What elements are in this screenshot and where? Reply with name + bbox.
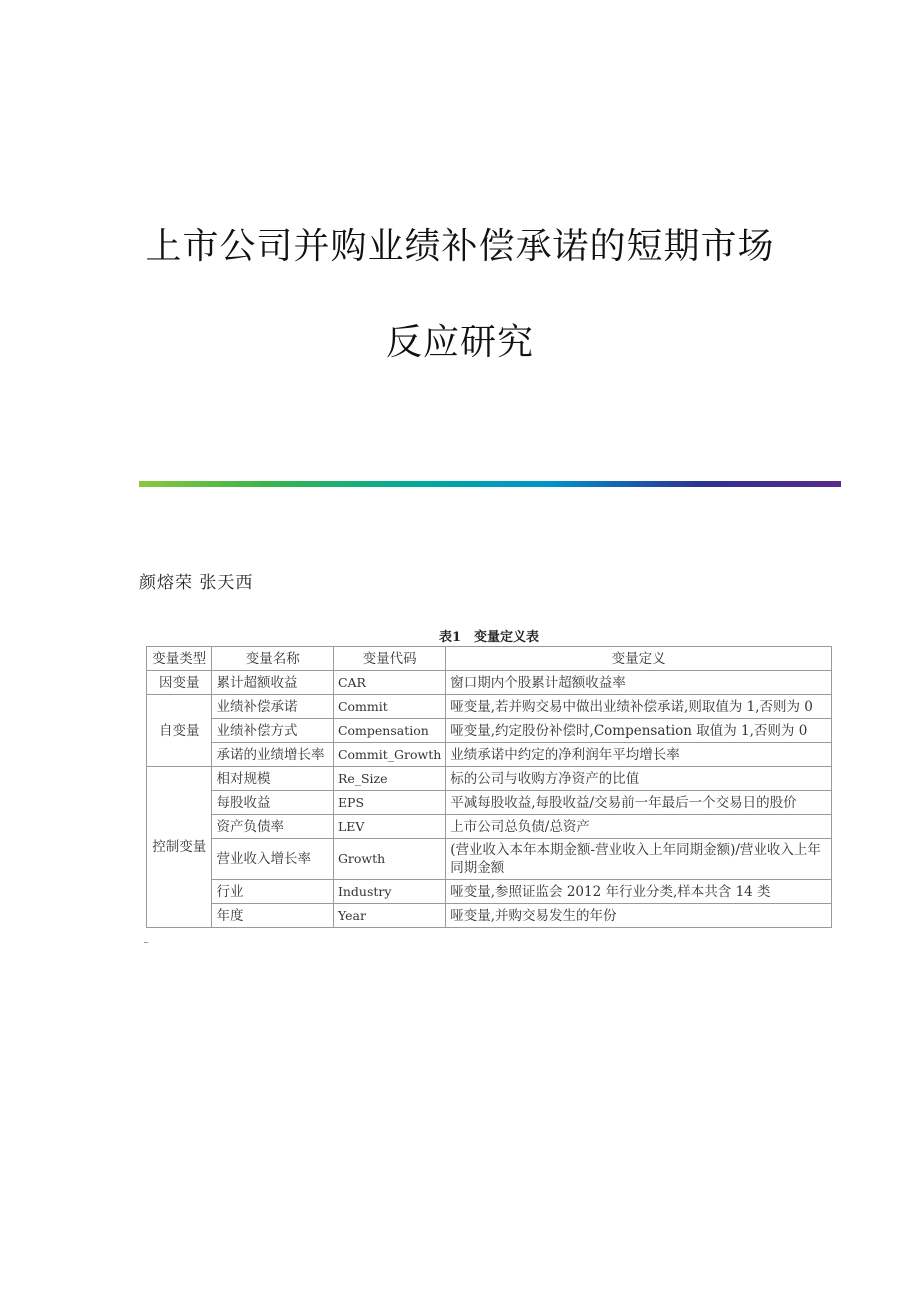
table-row: [147, 695, 832, 719]
variable-name-cell: 承诺的业绩增长率: [212, 743, 333, 767]
variable-name-cell: 行业: [212, 880, 333, 904]
variable-code-cell: CAR: [333, 671, 445, 695]
variable-name-cell: 资产负债率: [212, 815, 333, 839]
table-row: [147, 791, 832, 815]
table-row: [147, 880, 832, 904]
variable-definition-cell: 哑变量,参照证监会 2012 年行业分类,样本共含 14 类: [446, 880, 832, 904]
variable-code-cell: Growth: [333, 839, 445, 880]
variable-name-cell: 业绩补偿承诺: [212, 695, 333, 719]
decorative-gradient-divider: [139, 481, 841, 487]
variable-code-cell: Re_Size: [333, 767, 445, 791]
variable-type-cell: 控制变量: [147, 767, 212, 928]
variable-code-cell: Year: [333, 904, 445, 928]
table-row: [147, 719, 832, 743]
header-variable-type: 变量类型: [147, 647, 212, 671]
variable-definition-cell: 哑变量,若并购交易中做出业绩补偿承诺,则取值为 1,否则为 0: [446, 695, 832, 719]
paper-title-line-2: 反应研究: [385, 322, 534, 363]
variable-definition-cell: 业绩承诺中约定的净利润年平均增长率: [446, 743, 832, 767]
variable-name-cell: 累计超额收益: [212, 671, 333, 695]
header-variable-name: 变量名称: [212, 647, 333, 671]
table-row: [147, 767, 832, 791]
table-caption: 表1 变量定义表: [438, 630, 540, 645]
variable-definition-table: [146, 646, 832, 928]
variable-definition-cell: 窗口期内个股累计超额收益率: [446, 671, 832, 695]
variable-definition-cell: 哑变量,并购交易发生的年份: [446, 904, 832, 928]
table-row: [147, 815, 832, 839]
variable-name-cell: 相对规模: [212, 767, 333, 791]
table-row: [147, 671, 832, 695]
authors: 颜熔荣 张天西: [139, 573, 254, 593]
header-variable-definition: 变量定义: [446, 647, 832, 671]
variable-type-cell: 因变量: [147, 671, 212, 695]
variable-code-cell: Compensation: [333, 719, 445, 743]
variable-definition-cell: 标的公司与收购方净资产的比值: [446, 767, 832, 791]
variable-name-cell: 每股收益: [212, 791, 333, 815]
variable-code-cell: LEV: [333, 815, 445, 839]
variable-name-cell: 业绩补偿方式: [212, 719, 333, 743]
variable-code-cell: Industry: [333, 880, 445, 904]
table-row: [147, 839, 832, 880]
header-variable-code: 变量代码: [333, 647, 445, 671]
variable-definition-cell: (营业收入本年本期金额-营业收入上年同期金额)/营业收入上年同期金额: [446, 839, 832, 880]
table-row: [147, 904, 832, 928]
stray-mark: [144, 942, 148, 943]
table-header-row: [147, 647, 832, 671]
variable-name-cell: 营业收入增长率: [212, 839, 333, 880]
table-row: [147, 743, 832, 767]
variable-definition-cell: 上市公司总负债/总资产: [446, 815, 832, 839]
variable-code-cell: Commit: [333, 695, 445, 719]
variable-code-cell: EPS: [333, 791, 445, 815]
variable-definition-cell: 平减每股收益,每股收益/交易前一年最后一个交易日的股价: [446, 791, 832, 815]
variable-code-cell: Commit_Growth: [333, 743, 445, 767]
variable-definition-cell: 哑变量,约定股份补偿时,Compensation 取值为 1,否则为 0: [446, 719, 832, 743]
variable-type-cell: 自变量: [147, 695, 212, 767]
variable-name-cell: 年度: [212, 904, 333, 928]
paper-title-line-1: 上市公司并购业绩补偿承诺的短期市场: [145, 226, 775, 267]
